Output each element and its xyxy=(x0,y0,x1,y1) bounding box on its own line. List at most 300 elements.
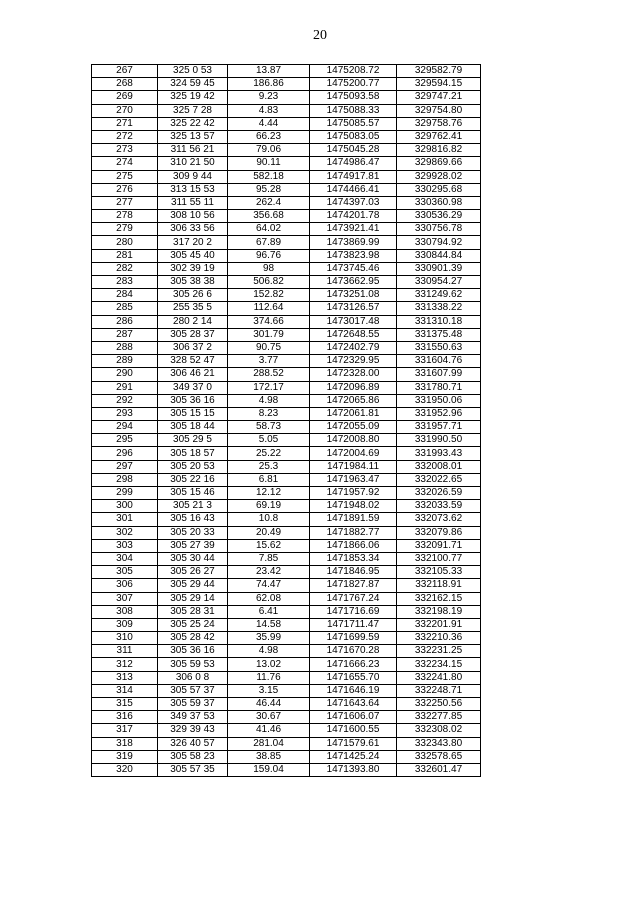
table-row xyxy=(92,447,481,460)
table-row xyxy=(92,78,481,91)
table-row xyxy=(92,566,481,579)
y-coordinate-cell: 331952.96 xyxy=(397,407,481,420)
point-number-cell: 315 xyxy=(92,698,158,711)
distance-cell: 281.04 xyxy=(228,737,310,750)
bearing-cell: 305 30 44 xyxy=(158,552,228,565)
bearing-cell: 305 26 6 xyxy=(158,289,228,302)
bearing-cell: 305 16 43 xyxy=(158,513,228,526)
bearing-cell: 328 52 47 xyxy=(158,355,228,368)
bearing-cell: 302 39 19 xyxy=(158,262,228,275)
bearing-cell: 305 28 31 xyxy=(158,605,228,618)
point-number-cell: 275 xyxy=(92,170,158,183)
point-number-cell: 282 xyxy=(92,262,158,275)
distance-cell: 186.86 xyxy=(228,78,310,91)
y-coordinate-cell: 330756.78 xyxy=(397,223,481,236)
bearing-cell: 305 26 27 xyxy=(158,566,228,579)
bearing-cell: 310 21 50 xyxy=(158,157,228,170)
table-row xyxy=(92,355,481,368)
distance-cell: 582.18 xyxy=(228,170,310,183)
x-coordinate-cell: 1473921.41 xyxy=(310,223,397,236)
distance-cell: 90.75 xyxy=(228,341,310,354)
distance-cell: 4.98 xyxy=(228,394,310,407)
y-coordinate-cell: 332231.25 xyxy=(397,645,481,658)
bearing-cell: 324 59 45 xyxy=(158,78,228,91)
table-row xyxy=(92,368,481,381)
y-coordinate-cell: 331338.22 xyxy=(397,302,481,315)
distance-cell: 4.98 xyxy=(228,645,310,658)
x-coordinate-cell: 1471866.06 xyxy=(310,539,397,552)
point-number-cell: 283 xyxy=(92,276,158,289)
y-coordinate-cell: 332026.59 xyxy=(397,487,481,500)
point-number-cell: 276 xyxy=(92,183,158,196)
bearing-cell: 305 20 33 xyxy=(158,526,228,539)
distance-cell: 13.02 xyxy=(228,658,310,671)
y-coordinate-cell: 332100.77 xyxy=(397,552,481,565)
point-number-cell: 278 xyxy=(92,210,158,223)
distance-cell: 5.05 xyxy=(228,434,310,447)
x-coordinate-cell: 1475083.05 xyxy=(310,130,397,143)
y-coordinate-cell: 332277.85 xyxy=(397,711,481,724)
point-number-cell: 286 xyxy=(92,315,158,328)
x-coordinate-cell: 1471963.47 xyxy=(310,473,397,486)
y-coordinate-cell: 331550.63 xyxy=(397,341,481,354)
bearing-cell: 309 9 44 xyxy=(158,170,228,183)
bearing-cell: 305 21 3 xyxy=(158,500,228,513)
point-number-cell: 309 xyxy=(92,618,158,631)
x-coordinate-cell: 1474466.41 xyxy=(310,183,397,196)
x-coordinate-cell: 1474201.78 xyxy=(310,210,397,223)
table-row xyxy=(92,394,481,407)
point-number-cell: 317 xyxy=(92,724,158,737)
table-row xyxy=(92,632,481,645)
distance-cell: 90.11 xyxy=(228,157,310,170)
y-coordinate-cell: 329758.76 xyxy=(397,117,481,130)
table-row xyxy=(92,434,481,447)
y-coordinate-cell: 332008.01 xyxy=(397,460,481,473)
table-row xyxy=(92,183,481,196)
x-coordinate-cell: 1472065.86 xyxy=(310,394,397,407)
table-row xyxy=(92,104,481,117)
distance-cell: 8.23 xyxy=(228,407,310,420)
distance-cell: 67.89 xyxy=(228,236,310,249)
point-number-cell: 295 xyxy=(92,434,158,447)
y-coordinate-cell: 332162.15 xyxy=(397,592,481,605)
y-coordinate-cell: 332091.71 xyxy=(397,539,481,552)
table-row xyxy=(92,144,481,157)
point-number-cell: 319 xyxy=(92,750,158,763)
table-row xyxy=(92,500,481,513)
x-coordinate-cell: 1471711.47 xyxy=(310,618,397,631)
table-row xyxy=(92,157,481,170)
point-number-cell: 274 xyxy=(92,157,158,170)
x-coordinate-cell: 1471670.28 xyxy=(310,645,397,658)
distance-cell: 46.44 xyxy=(228,698,310,711)
x-coordinate-cell: 1473869.99 xyxy=(310,236,397,249)
distance-cell: 25.3 xyxy=(228,460,310,473)
bearing-cell: 305 59 53 xyxy=(158,658,228,671)
x-coordinate-cell: 1473017.48 xyxy=(310,315,397,328)
x-coordinate-cell: 1473662.95 xyxy=(310,276,397,289)
table-row xyxy=(92,698,481,711)
x-coordinate-cell: 1471579.61 xyxy=(310,737,397,750)
bearing-cell: 305 38 38 xyxy=(158,276,228,289)
distance-cell: 3.15 xyxy=(228,684,310,697)
bearing-cell: 305 36 16 xyxy=(158,394,228,407)
point-number-cell: 277 xyxy=(92,196,158,209)
distance-cell: 98 xyxy=(228,262,310,275)
x-coordinate-cell: 1471767.24 xyxy=(310,592,397,605)
bearing-cell: 305 58 23 xyxy=(158,750,228,763)
y-coordinate-cell: 331310.18 xyxy=(397,315,481,328)
distance-cell: 6.81 xyxy=(228,473,310,486)
point-number-cell: 304 xyxy=(92,552,158,565)
x-coordinate-cell: 1471853.34 xyxy=(310,552,397,565)
x-coordinate-cell: 1471600.55 xyxy=(310,724,397,737)
point-number-cell: 290 xyxy=(92,368,158,381)
table-row xyxy=(92,262,481,275)
point-number-cell: 284 xyxy=(92,289,158,302)
x-coordinate-cell: 1472329.95 xyxy=(310,355,397,368)
point-number-cell: 287 xyxy=(92,328,158,341)
x-coordinate-cell: 1472055.09 xyxy=(310,421,397,434)
x-coordinate-cell: 1475085.57 xyxy=(310,117,397,130)
bearing-cell: 305 29 44 xyxy=(158,579,228,592)
y-coordinate-cell: 332250.56 xyxy=(397,698,481,711)
table-row xyxy=(92,407,481,420)
y-coordinate-cell: 332198.19 xyxy=(397,605,481,618)
table-row xyxy=(92,65,481,78)
x-coordinate-cell: 1474917.81 xyxy=(310,170,397,183)
x-coordinate-cell: 1471846.95 xyxy=(310,566,397,579)
bearing-cell: 305 27 39 xyxy=(158,539,228,552)
bearing-cell: 306 33 56 xyxy=(158,223,228,236)
distance-cell: 4.44 xyxy=(228,117,310,130)
x-coordinate-cell: 1475045.28 xyxy=(310,144,397,157)
bearing-cell: 305 29 14 xyxy=(158,592,228,605)
table-row xyxy=(92,513,481,526)
distance-cell: 262.4 xyxy=(228,196,310,209)
distance-cell: 15.62 xyxy=(228,539,310,552)
bearing-cell: 305 57 35 xyxy=(158,763,228,776)
bearing-cell: 305 29 5 xyxy=(158,434,228,447)
point-number-cell: 292 xyxy=(92,394,158,407)
distance-cell: 4.83 xyxy=(228,104,310,117)
y-coordinate-cell: 329594.15 xyxy=(397,78,481,91)
x-coordinate-cell: 1471891.59 xyxy=(310,513,397,526)
distance-cell: 9.23 xyxy=(228,91,310,104)
y-coordinate-cell: 329928.02 xyxy=(397,170,481,183)
bearing-cell: 349 37 0 xyxy=(158,381,228,394)
bearing-cell: 305 18 44 xyxy=(158,421,228,434)
distance-cell: 58.73 xyxy=(228,421,310,434)
x-coordinate-cell: 1472402.79 xyxy=(310,341,397,354)
y-coordinate-cell: 329762.41 xyxy=(397,130,481,143)
x-coordinate-cell: 1471957.92 xyxy=(310,487,397,500)
bearing-cell: 311 55 11 xyxy=(158,196,228,209)
bearing-cell: 280 2 14 xyxy=(158,315,228,328)
y-coordinate-cell: 331780.71 xyxy=(397,381,481,394)
x-coordinate-cell: 1473823.98 xyxy=(310,249,397,262)
bearing-cell: 325 22 42 xyxy=(158,117,228,130)
table-row xyxy=(92,170,481,183)
x-coordinate-cell: 1472004.69 xyxy=(310,447,397,460)
y-coordinate-cell: 332079.86 xyxy=(397,526,481,539)
distance-cell: 172.17 xyxy=(228,381,310,394)
table-row xyxy=(92,302,481,315)
y-coordinate-cell: 331604.76 xyxy=(397,355,481,368)
y-coordinate-cell: 332105.33 xyxy=(397,566,481,579)
distance-cell: 25.22 xyxy=(228,447,310,460)
table-row xyxy=(92,196,481,209)
table-row xyxy=(92,341,481,354)
x-coordinate-cell: 1471393.80 xyxy=(310,763,397,776)
x-coordinate-cell: 1475088.33 xyxy=(310,104,397,117)
distance-cell: 159.04 xyxy=(228,763,310,776)
distance-cell: 69.19 xyxy=(228,500,310,513)
bearing-cell: 255 35 5 xyxy=(158,302,228,315)
bearing-cell: 305 22 16 xyxy=(158,473,228,486)
point-number-cell: 318 xyxy=(92,737,158,750)
distance-cell: 66.23 xyxy=(228,130,310,143)
y-coordinate-cell: 330536.29 xyxy=(397,210,481,223)
y-coordinate-cell: 329754.80 xyxy=(397,104,481,117)
table-row xyxy=(92,592,481,605)
table-row xyxy=(92,724,481,737)
point-number-cell: 300 xyxy=(92,500,158,513)
point-number-cell: 288 xyxy=(92,341,158,354)
point-number-cell: 297 xyxy=(92,460,158,473)
bearing-cell: 326 40 57 xyxy=(158,737,228,750)
distance-cell: 7.85 xyxy=(228,552,310,565)
y-coordinate-cell: 332248.71 xyxy=(397,684,481,697)
table-row xyxy=(92,249,481,262)
bearing-cell: 329 39 43 xyxy=(158,724,228,737)
x-coordinate-cell: 1471948.02 xyxy=(310,500,397,513)
table-row xyxy=(92,289,481,302)
table-row xyxy=(92,539,481,552)
y-coordinate-cell: 332578.65 xyxy=(397,750,481,763)
x-coordinate-cell: 1472008.80 xyxy=(310,434,397,447)
y-coordinate-cell: 329582.79 xyxy=(397,65,481,78)
bearing-cell: 305 28 42 xyxy=(158,632,228,645)
distance-cell: 152.82 xyxy=(228,289,310,302)
x-coordinate-cell: 1474397.03 xyxy=(310,196,397,209)
point-number-cell: 302 xyxy=(92,526,158,539)
distance-cell: 64.02 xyxy=(228,223,310,236)
x-coordinate-cell: 1471882.77 xyxy=(310,526,397,539)
point-number-cell: 301 xyxy=(92,513,158,526)
table-row xyxy=(92,421,481,434)
bearing-cell: 349 37 53 xyxy=(158,711,228,724)
x-coordinate-cell: 1471716.69 xyxy=(310,605,397,618)
point-number-cell: 293 xyxy=(92,407,158,420)
bearing-cell: 325 13 57 xyxy=(158,130,228,143)
point-number-cell: 269 xyxy=(92,91,158,104)
bearing-cell: 311 56 21 xyxy=(158,144,228,157)
y-coordinate-cell: 330360.98 xyxy=(397,196,481,209)
table-row xyxy=(92,315,481,328)
point-number-cell: 305 xyxy=(92,566,158,579)
bearing-cell: 325 0 53 xyxy=(158,65,228,78)
y-coordinate-cell: 330844.84 xyxy=(397,249,481,262)
point-number-cell: 308 xyxy=(92,605,158,618)
table-row xyxy=(92,487,481,500)
y-coordinate-cell: 332118.91 xyxy=(397,579,481,592)
bearing-cell: 325 19 42 xyxy=(158,91,228,104)
x-coordinate-cell: 1472648.55 xyxy=(310,328,397,341)
x-coordinate-cell: 1472061.81 xyxy=(310,407,397,420)
point-number-cell: 280 xyxy=(92,236,158,249)
table-row xyxy=(92,605,481,618)
y-coordinate-cell: 329816.82 xyxy=(397,144,481,157)
x-coordinate-cell: 1471666.23 xyxy=(310,658,397,671)
distance-cell: 301.79 xyxy=(228,328,310,341)
coordinates-table-body xyxy=(92,65,481,777)
bearing-cell: 306 37 2 xyxy=(158,341,228,354)
table-row xyxy=(92,763,481,776)
distance-cell: 112.64 xyxy=(228,302,310,315)
point-number-cell: 267 xyxy=(92,65,158,78)
y-coordinate-cell: 331249.62 xyxy=(397,289,481,302)
bearing-cell: 313 15 53 xyxy=(158,183,228,196)
distance-cell: 23.42 xyxy=(228,566,310,579)
bearing-cell: 317 20 2 xyxy=(158,236,228,249)
point-number-cell: 268 xyxy=(92,78,158,91)
table-row xyxy=(92,658,481,671)
coordinates-table xyxy=(91,64,481,777)
x-coordinate-cell: 1472096.89 xyxy=(310,381,397,394)
y-coordinate-cell: 332241.80 xyxy=(397,671,481,684)
table-row xyxy=(92,579,481,592)
distance-cell: 41.46 xyxy=(228,724,310,737)
point-number-cell: 307 xyxy=(92,592,158,605)
distance-cell: 288.52 xyxy=(228,368,310,381)
y-coordinate-cell: 332601.47 xyxy=(397,763,481,776)
x-coordinate-cell: 1474986.47 xyxy=(310,157,397,170)
distance-cell: 35.99 xyxy=(228,632,310,645)
distance-cell: 6.41 xyxy=(228,605,310,618)
distance-cell: 95.28 xyxy=(228,183,310,196)
table-row xyxy=(92,130,481,143)
distance-cell: 62.08 xyxy=(228,592,310,605)
y-coordinate-cell: 332343.80 xyxy=(397,737,481,750)
y-coordinate-cell: 330295.68 xyxy=(397,183,481,196)
bearing-cell: 305 18 57 xyxy=(158,447,228,460)
y-coordinate-cell: 331950.06 xyxy=(397,394,481,407)
point-number-cell: 281 xyxy=(92,249,158,262)
table-row xyxy=(92,645,481,658)
x-coordinate-cell: 1471984.11 xyxy=(310,460,397,473)
point-number-cell: 279 xyxy=(92,223,158,236)
distance-cell: 38.85 xyxy=(228,750,310,763)
x-coordinate-cell: 1471655.70 xyxy=(310,671,397,684)
table-row xyxy=(92,526,481,539)
x-coordinate-cell: 1473251.08 xyxy=(310,289,397,302)
table-row xyxy=(92,236,481,249)
distance-cell: 11.76 xyxy=(228,671,310,684)
x-coordinate-cell: 1471827.87 xyxy=(310,579,397,592)
bearing-cell: 306 46 21 xyxy=(158,368,228,381)
y-coordinate-cell: 329747.21 xyxy=(397,91,481,104)
point-number-cell: 298 xyxy=(92,473,158,486)
bearing-cell: 305 20 53 xyxy=(158,460,228,473)
distance-cell: 356.68 xyxy=(228,210,310,223)
bearing-cell: 305 45 40 xyxy=(158,249,228,262)
bearing-cell: 305 57 37 xyxy=(158,684,228,697)
table-row xyxy=(92,684,481,697)
y-coordinate-cell: 329869.66 xyxy=(397,157,481,170)
y-coordinate-cell: 331375.48 xyxy=(397,328,481,341)
point-number-cell: 272 xyxy=(92,130,158,143)
y-coordinate-cell: 331957.71 xyxy=(397,421,481,434)
point-number-cell: 291 xyxy=(92,381,158,394)
table-row xyxy=(92,750,481,763)
table-row xyxy=(92,381,481,394)
table-row xyxy=(92,223,481,236)
point-number-cell: 314 xyxy=(92,684,158,697)
table-row xyxy=(92,91,481,104)
bearing-cell: 305 28 37 xyxy=(158,328,228,341)
distance-cell: 96.76 xyxy=(228,249,310,262)
bearing-cell: 305 25 24 xyxy=(158,618,228,631)
x-coordinate-cell: 1475093.58 xyxy=(310,91,397,104)
y-coordinate-cell: 330901.39 xyxy=(397,262,481,275)
distance-cell: 3.77 xyxy=(228,355,310,368)
bearing-cell: 305 59 37 xyxy=(158,698,228,711)
distance-cell: 14.58 xyxy=(228,618,310,631)
point-number-cell: 270 xyxy=(92,104,158,117)
point-number-cell: 306 xyxy=(92,579,158,592)
y-coordinate-cell: 332033.59 xyxy=(397,500,481,513)
point-number-cell: 299 xyxy=(92,487,158,500)
x-coordinate-cell: 1473126.57 xyxy=(310,302,397,315)
table-row xyxy=(92,737,481,750)
point-number-cell: 296 xyxy=(92,447,158,460)
point-number-cell: 271 xyxy=(92,117,158,130)
table-row xyxy=(92,210,481,223)
x-coordinate-cell: 1475208.72 xyxy=(310,65,397,78)
point-number-cell: 273 xyxy=(92,144,158,157)
point-number-cell: 313 xyxy=(92,671,158,684)
table-row xyxy=(92,473,481,486)
point-number-cell: 312 xyxy=(92,658,158,671)
y-coordinate-cell: 330794.92 xyxy=(397,236,481,249)
bearing-cell: 305 15 46 xyxy=(158,487,228,500)
bearing-cell: 305 15 15 xyxy=(158,407,228,420)
point-number-cell: 285 xyxy=(92,302,158,315)
table-row xyxy=(92,618,481,631)
x-coordinate-cell: 1475200.77 xyxy=(310,78,397,91)
distance-cell: 30.67 xyxy=(228,711,310,724)
x-coordinate-cell: 1471643.64 xyxy=(310,698,397,711)
bearing-cell: 308 10 56 xyxy=(158,210,228,223)
bearing-cell: 306 0 8 xyxy=(158,671,228,684)
table-row xyxy=(92,117,481,130)
table-row xyxy=(92,460,481,473)
y-coordinate-cell: 331607.99 xyxy=(397,368,481,381)
table-row xyxy=(92,328,481,341)
distance-cell: 79.06 xyxy=(228,144,310,157)
x-coordinate-cell: 1471646.19 xyxy=(310,684,397,697)
x-coordinate-cell: 1473745.46 xyxy=(310,262,397,275)
x-coordinate-cell: 1471699.59 xyxy=(310,632,397,645)
y-coordinate-cell: 330954.27 xyxy=(397,276,481,289)
point-number-cell: 294 xyxy=(92,421,158,434)
point-number-cell: 310 xyxy=(92,632,158,645)
y-coordinate-cell: 332308.02 xyxy=(397,724,481,737)
table-row xyxy=(92,552,481,565)
distance-cell: 506.82 xyxy=(228,276,310,289)
